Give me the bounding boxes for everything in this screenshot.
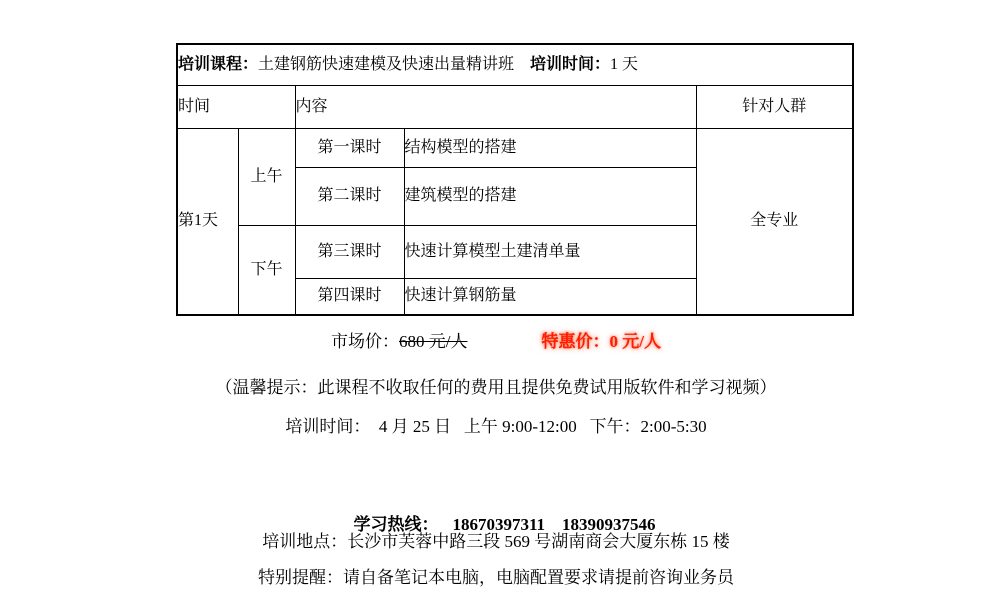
course-name: 土建钢筋快速建模及快速出量精讲班 bbox=[258, 55, 515, 73]
reminder-line: 特别提醒：请自备笔记本电脑，电脑配置要求请提前咨询业务员 bbox=[258, 568, 734, 587]
special-price bbox=[542, 331, 661, 353]
market-price-label: 市场价： bbox=[331, 332, 400, 351]
session-topic-cell: 结构模型的搭建 bbox=[404, 128, 696, 167]
duration-label: 培训时间： bbox=[530, 55, 611, 73]
session-slot-cell: 第二课时 bbox=[295, 167, 404, 225]
course-title-row bbox=[177, 44, 853, 85]
session-slot-cell: 第一课时 bbox=[295, 128, 404, 167]
session-topic-cell: 建筑模型的搭建 bbox=[404, 167, 696, 225]
session-row bbox=[177, 128, 853, 167]
col-header-audience: 针对人群 bbox=[696, 85, 853, 128]
period-cell-morning: 上午 bbox=[238, 128, 295, 225]
col-header-time: 时间 bbox=[177, 85, 295, 128]
period-cell-afternoon: 下午 bbox=[238, 225, 295, 315]
market-price-value: 680 元/人 bbox=[399, 332, 468, 351]
price-line bbox=[0, 331, 992, 353]
market-price bbox=[331, 331, 467, 353]
hotline-label: 学习热线： bbox=[353, 515, 439, 534]
course-title-cell bbox=[177, 44, 853, 85]
day-cell: 第1天 bbox=[177, 128, 238, 315]
tip-line: （温馨提示：此课程不收取任何的费用且提供免费试用版软件和学习视频） bbox=[215, 378, 777, 397]
schedule-line: 培训时间： 4 月 25 日 上午 9:00-12:00 下午：2:00-5:30 bbox=[285, 417, 707, 436]
hotline-numbers: 18670397311 18390937546 bbox=[452, 515, 656, 534]
audience-cell: 全专业 bbox=[696, 128, 853, 315]
special-price-label: 特惠价： bbox=[541, 332, 610, 351]
course-label: 培训课程： bbox=[178, 55, 259, 73]
session-topic-cell: 快速计算钢筋量 bbox=[404, 278, 696, 315]
col-header-content: 内容 bbox=[295, 85, 696, 128]
course-schedule-table bbox=[176, 43, 854, 316]
special-price-value: 0 元/人 bbox=[609, 332, 661, 351]
session-slot-cell: 第四课时 bbox=[295, 278, 404, 315]
location-line: 培训地点：长沙市芙蓉中路三段 569 号湖南商会大厦东栋 15 楼 bbox=[262, 532, 730, 551]
session-slot-cell: 第三课时 bbox=[295, 225, 404, 278]
column-header-row bbox=[177, 85, 853, 128]
duration-value: 1 天 bbox=[610, 55, 639, 73]
session-topic-cell: 快速计算模型土建清单量 bbox=[404, 225, 696, 278]
